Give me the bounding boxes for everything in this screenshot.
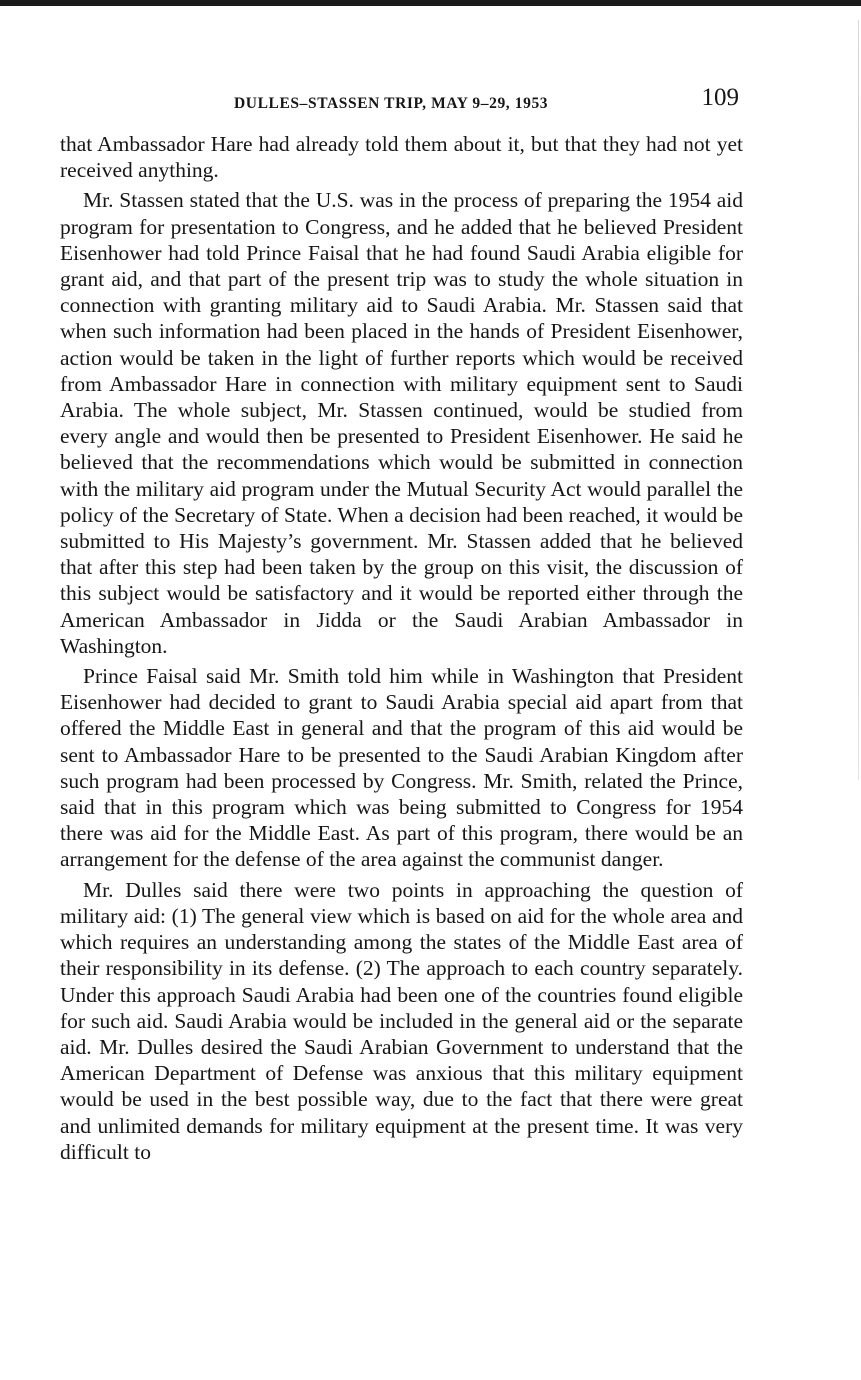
body-text [60,131,743,1169]
paragraph-stassen-aid-program: Mr. Stassen stated that the U.S. was in the process of preparing the 1954 aid program for presentation to Congress, and he added that he believed President Eisenhower had told Prince Faisal that he had found Saudi Arabia eligible for grant aid, and that part of the present trip was to study the whole situation in connection with granting military aid to Saudi Arabia. Mr. Stassen said that when such information had been placed in the hands of President Eisenhower, action would be taken in the light of further reports which would be received from Ambassador Hare in connection with military equipment sent to Saudi Arabia. The whole subject, Mr. Stassen continued, would be studied from every angle and would then be presented to President Eisenhower. He said he believed that the recommendations which would be submitted in connection with the military aid program under the Mutual Security Act would parallel the policy of the Secretary of State. When a decision had been reached, it would be submitted to His Majesty’s government. Mr. Stassen added that he believed that after this step had been taken by the group on this visit, the discussion of this subject would be satisfactory and it would be reported either through the American Ambassador in Jidda or the Saudi Arabian Ambassador in Washington. [60,188,743,658]
paragraph-dulles-two-points: Mr. Dulles said there were two points in approaching the question of military aid: (1) The general view which is based on aid for the whole area and which requires an understanding among the states of the Middle East area of their responsibility in its defense. (2) The approach to each country separately. Under this approach Saudi Arabia had been one of the countries found eligible for such aid. Saudi Arabia would be included in the general aid or the separate aid. Mr. Dulles desired the Saudi Arabian Government to understand that the American Department of Defense was anxious that this military equipment would be used in the best possible way, due to the fact that there were great and unlimited demands for military equipment at the present time. It was very difficult to [60,877,743,1164]
top-border-rule [0,0,861,6]
paragraph-faisal-response: Prince Faisal said Mr. Smith told him while in Washington that President Eisenhower had decided to grant to Saudi Arabia special aid apart from that offered the Middle East in general and that the program of this aid would be sent to Ambassador Hare to be presented to the Saudi Arabian Kingdom after such program had been processed by Congress. Mr. Smith, related the Prince, said that in this program which was being submitted to Congress for 1954 there was aid for the Middle East. As part of this program, there would be an arrangement for the defense of the area against the communist danger. [60,664,743,872]
page-edge-shadow [858,20,859,780]
running-title: DULLES–STASSEN TRIP, MAY 9–29, 1953 [234,95,549,112]
page-number: 109 [701,84,739,111]
paragraph-continuation: that Ambassador Hare had already told them about it, but that they had not yet received anything. [60,132,743,183]
running-header [60,84,743,120]
